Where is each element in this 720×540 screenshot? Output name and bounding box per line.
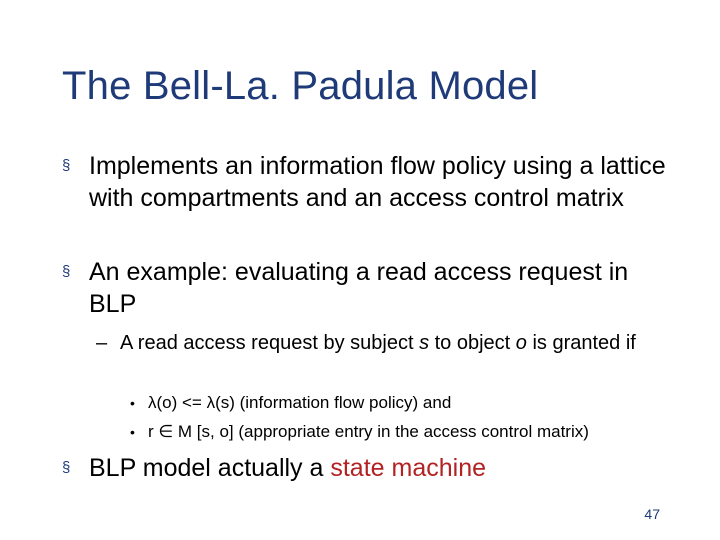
sub-sub-bullet-item bbox=[130, 392, 700, 414]
sub-bullet-text-part3: is granted if bbox=[526, 332, 636, 354]
dot-marker: • bbox=[130, 395, 135, 411]
bullet-text bbox=[62, 452, 682, 484]
bullet-text-plain: BLP model actually a bbox=[89, 454, 331, 482]
dot-marker: • bbox=[130, 424, 135, 440]
bullet-marker: § bbox=[62, 263, 71, 280]
sub-bullet-item bbox=[96, 330, 696, 356]
bullet-item bbox=[62, 256, 682, 320]
sub-bullet-text bbox=[96, 330, 696, 356]
sub-sub-bullet-text: λ(o) <= λ(s) (information flow policy) and bbox=[148, 393, 452, 412]
object-variable: o bbox=[515, 332, 527, 354]
slide-title: The Bell-La. Padula Model bbox=[62, 64, 539, 108]
highlighted-term: state machine bbox=[330, 454, 486, 482]
bullet-text: An example: evaluating a read access request in BLP bbox=[89, 258, 629, 318]
sub-sub-bullet-text: r ∈ M [s, o] (appropriate entry in the access control matrix) bbox=[148, 422, 589, 441]
bullet-item bbox=[62, 452, 682, 484]
bullet-marker: § bbox=[62, 157, 71, 174]
page-number: 47 bbox=[644, 506, 660, 522]
sub-sub-bullet-item bbox=[130, 421, 700, 443]
sub-bullet-text-part1: A read access request by subject bbox=[120, 332, 420, 354]
bullet-text: Implements an information flow policy using a lattice with compartments and an access control matrix bbox=[89, 152, 666, 212]
dash-marker: – bbox=[96, 332, 108, 354]
subject-variable: s bbox=[419, 332, 430, 354]
bullet-item bbox=[62, 150, 682, 214]
sub-bullet-text-part2: to object bbox=[429, 332, 516, 354]
bullet-marker: § bbox=[62, 459, 71, 476]
